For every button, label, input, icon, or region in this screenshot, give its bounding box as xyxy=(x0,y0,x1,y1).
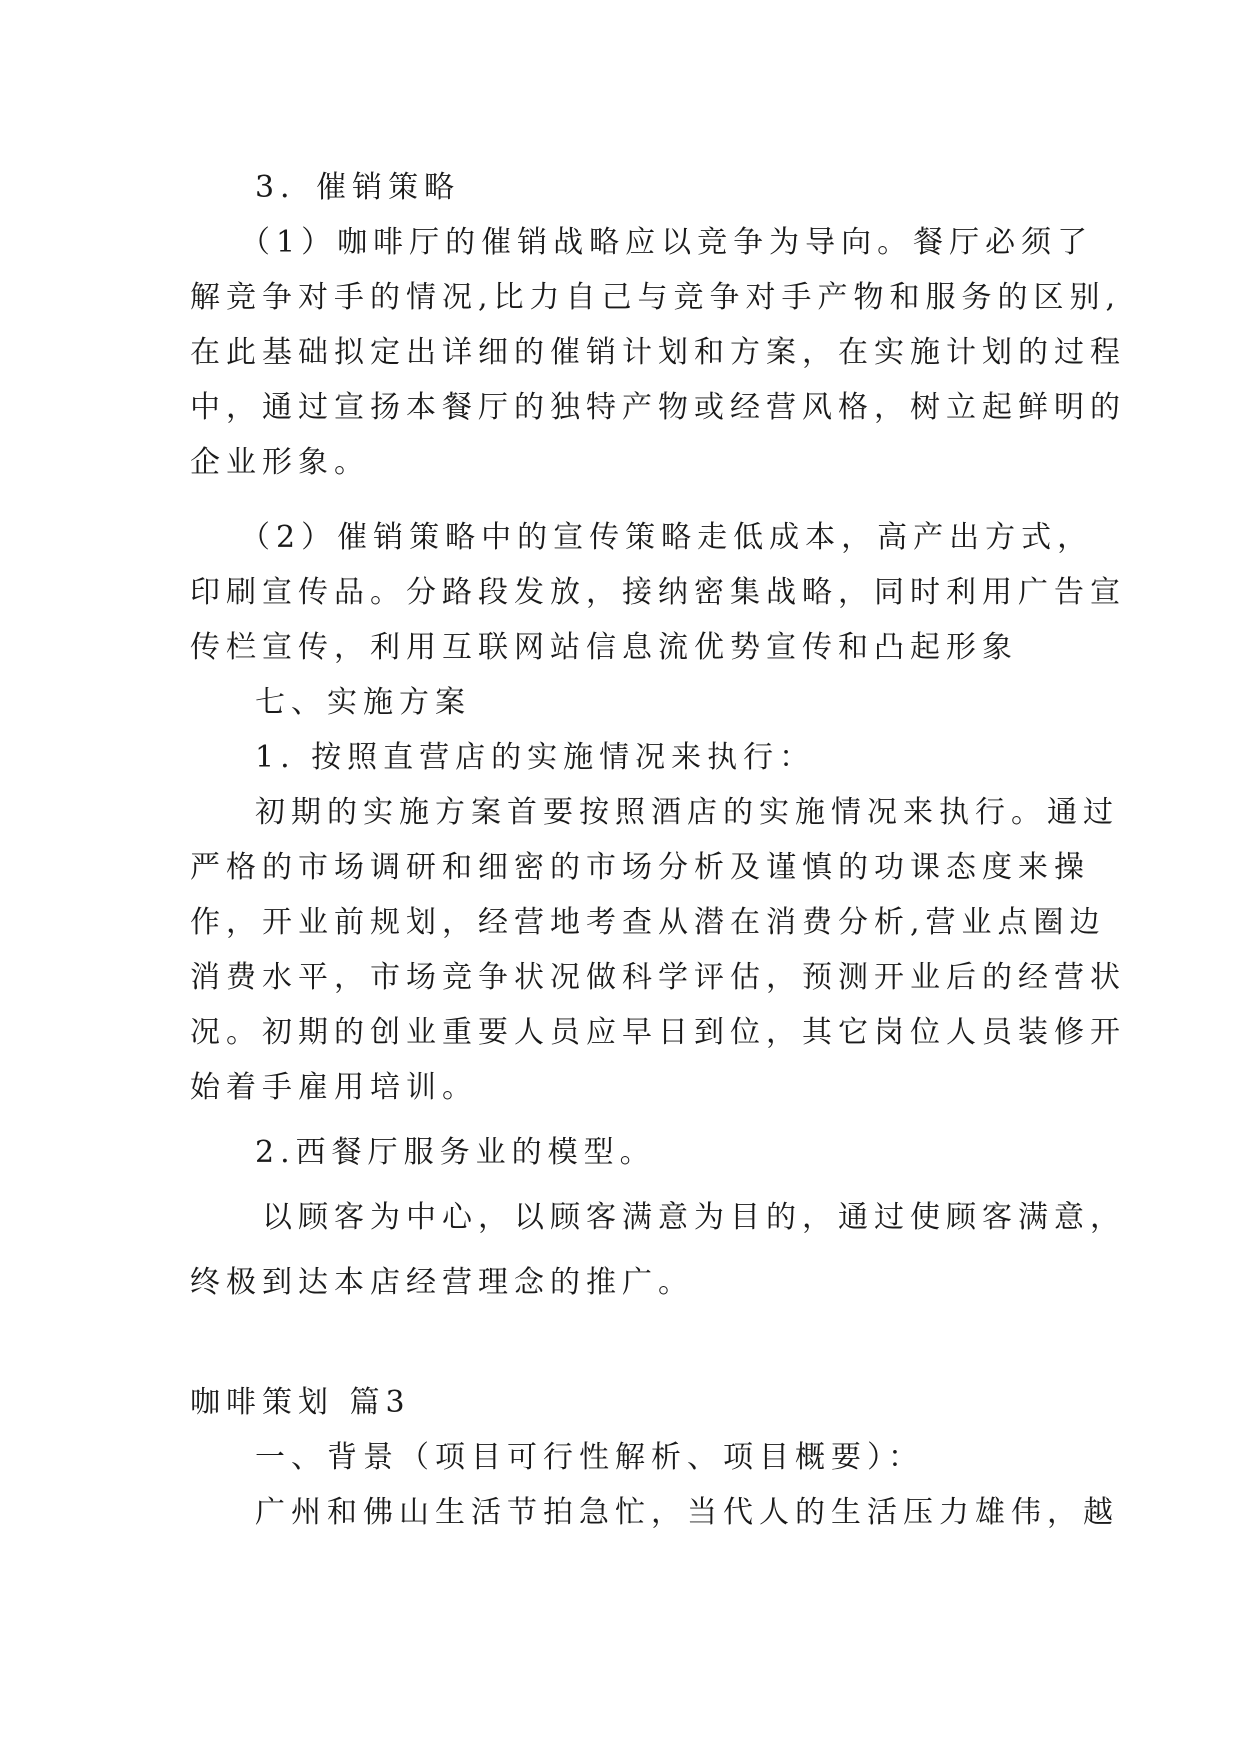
paragraph-line: 始着手雇用培训。 xyxy=(190,1070,478,1105)
paragraph-line: 严格的市场调研和细密的市场分析及谨慎的功课态度来操 xyxy=(190,850,1090,885)
paragraph-line: 传栏宣传，利用互联网站信息流优势宣传和凸起形象 xyxy=(190,630,1018,665)
paragraph-line: （2）催销策略中的宣传策略走低成本，高产出方式， xyxy=(240,520,1094,555)
section-heading-implementation-plan: 七、实施方案 xyxy=(255,685,471,720)
paragraph-line: （1）咖啡厅的催销战略应以竞争为导向。餐厅必须了 xyxy=(240,225,1094,260)
paragraph-line: 况。初期的创业重要人员应早日到位，其它岗位人员装修开 xyxy=(190,1015,1126,1050)
paragraph-line: 解竞争对手的情况,比力自己与竞争对手产物和服务的区别, xyxy=(190,280,1122,315)
paragraph-line: 作，开业前规划，经营地考查从潜在消费分析,营业点圈边 xyxy=(190,905,1106,940)
article-title-part3: 咖啡策划 篇3 xyxy=(190,1385,411,1420)
paragraph-line: 初期的实施方案首要按照酒店的实施情况来执行。通过 xyxy=(255,795,1119,830)
paragraph-line: 广州和佛山生活节拍急忙，当代人的生活压力雄伟，越 xyxy=(255,1495,1119,1530)
section-heading-promotion-strategy: 3．催销策略 xyxy=(255,170,461,205)
paragraph-line: 企业形象。 xyxy=(190,445,370,480)
section-heading-background: 一、背景（项目可行性解析、项目概要）： xyxy=(255,1440,924,1475)
paragraph-line: 消费水平，市场竞争状况做科学评估，预测开业后的经营状 xyxy=(190,960,1126,995)
subheading-direct-store: 1. 按照直营店的实施情况来执行： xyxy=(255,740,816,775)
paragraph-line: 中，通过宣扬本餐厅的独特产物或经营风格，树立起鲜明的 xyxy=(190,390,1126,425)
subheading-service-model: 2.西餐厅服务业的模型。 xyxy=(255,1135,656,1170)
paragraph-line: 印刷宣传品。分路段发放，接纳密集战略，同时利用广告宣 xyxy=(190,575,1126,610)
paragraph-line: 终极到达本店经营理念的推广。 xyxy=(190,1265,694,1300)
paragraph-line: 以顾客为中心，以顾客满意为目的，通过使顾客满意， xyxy=(262,1200,1126,1235)
paragraph-line: 在此基础拟定出详细的催销计划和方案，在实施计划的过程 xyxy=(190,335,1126,370)
